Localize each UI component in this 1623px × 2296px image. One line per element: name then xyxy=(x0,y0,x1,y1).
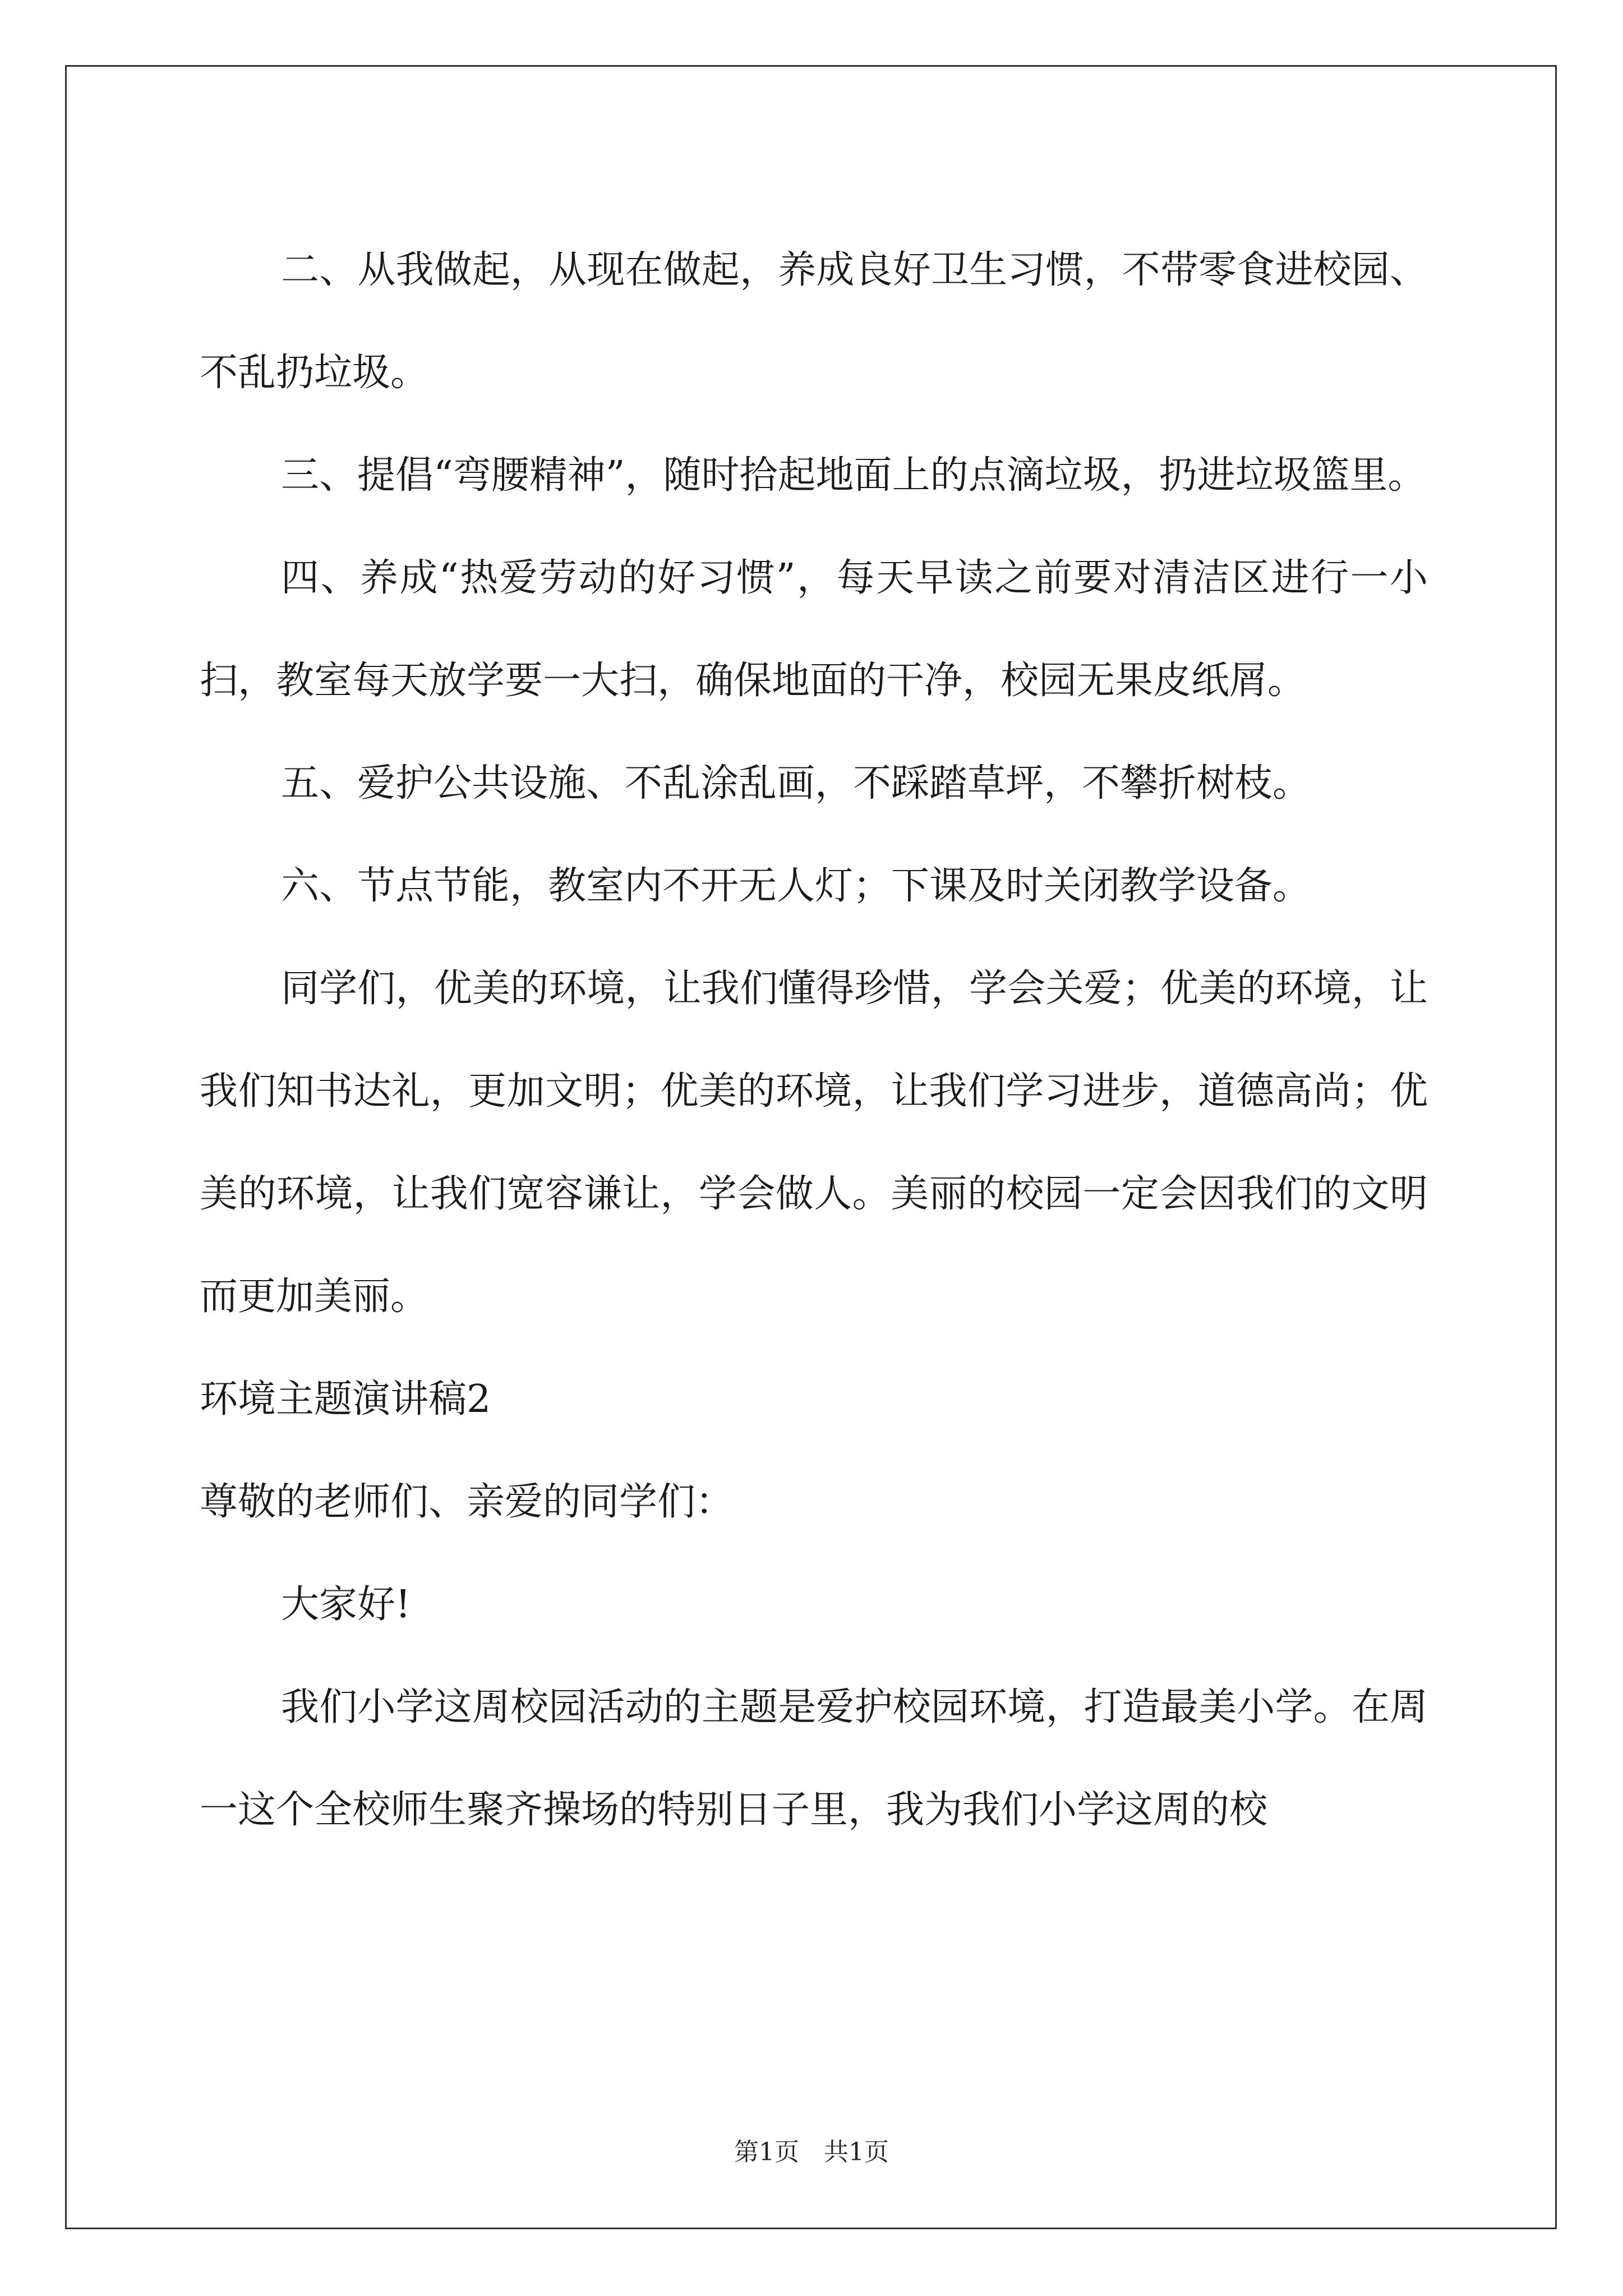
paragraph-5: 六、节点节能，教室内不开无人灯；下课及时关闭教学设备。 xyxy=(281,864,1311,908)
paragraph-2: 三、提倡“弯腰精神”，随时拾起地面上的点滴垃圾，扔进垃圾篮里。 xyxy=(281,453,1426,498)
greeting: 大家好! xyxy=(281,1582,411,1627)
page-footer: 第1页 共1页 xyxy=(734,2138,889,2166)
paragraph-7: 我们小学这周校园活动的主题是爱护校园环境，打造最美小学。在周一这个全校师生聚齐操场的特别日子里，我为我们小学这周的校 xyxy=(200,1685,1428,1832)
paragraph-3: 四、养成“热爱劳动的好习惯”，每天早读之前要对清洁区进行一小扫，教室每天放学要一大扫，确保地面的干净，校园无果皮纸屑。 xyxy=(200,556,1428,703)
salutation: 尊敬的老师们、亲爱的同学们： xyxy=(200,1480,734,1524)
paragraph-4: 五、爱护公共设施、不乱涂乱画，不踩踏草坪，不攀折树枝。 xyxy=(281,761,1311,806)
document-body xyxy=(200,219,1428,1861)
paragraph-1: 二、从我做起，从现在做起，养成良好卫生习惯，不带零食进校园、不乱扔垃圾。 xyxy=(200,248,1428,395)
section-heading: 环境主题演讲稿2 xyxy=(200,1377,491,1421)
paragraph-6: 同学们，优美的环境，让我们懂得珍惜，学会关爱；优美的环境，让我们知书达礼，更加文明；优美的环境，让我们学习进步，道德高尚；优美的环境，让我们宽容谦让，学会做人。美丽的校园一定会因我们的文明而更加美丽。 xyxy=(200,967,1428,1319)
